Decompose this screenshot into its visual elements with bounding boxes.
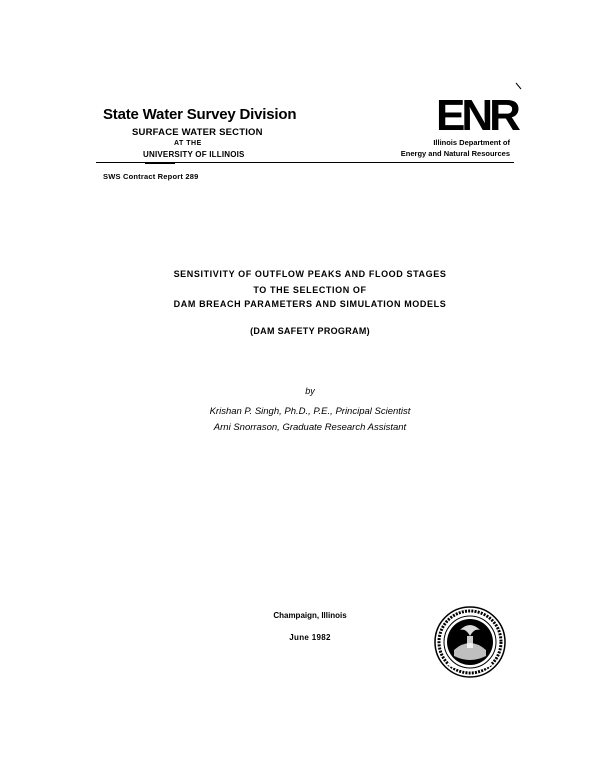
author-1: Krishan P. Singh, Ph.D., P.E., Principal Scientist	[209, 406, 411, 417]
header-rule-mark	[145, 163, 175, 164]
dept-line-1: Illinois Department of	[433, 138, 510, 147]
program-name: (DAM SAFETY PROGRAM)	[250, 326, 370, 336]
author-2: Arni Snorrason, Graduate Research Assistant	[213, 422, 407, 433]
title-line-1: SENSITIVITY OF OUTFLOW PEAKS AND FLOOD STAGES	[173, 269, 447, 279]
date: June 1982	[289, 633, 331, 642]
org-name: State Water Survey Division	[103, 106, 297, 123]
logo-text: ENR	[436, 91, 517, 138]
enr-logo-icon	[436, 88, 526, 138]
title-line-2: TO THE SELECTION OF	[253, 285, 367, 295]
byline-by: by	[305, 386, 315, 396]
section-name: SURFACE WATER SECTION	[132, 127, 263, 138]
place: Champaign, Illinois	[273, 611, 347, 620]
dept-line-2: Energy and Natural Resources	[400, 149, 510, 158]
university-name: UNIVERSITY OF ILLINOIS	[143, 150, 245, 159]
report-number: SWS Contract Report 289	[103, 172, 199, 181]
corner-mark-icon	[515, 82, 523, 90]
title-line-3: DAM BREACH PARAMETERS AND SIMULATION MODELS	[173, 299, 447, 309]
state-seal-icon	[434, 606, 506, 678]
at-the-label: AT THE	[174, 140, 202, 147]
